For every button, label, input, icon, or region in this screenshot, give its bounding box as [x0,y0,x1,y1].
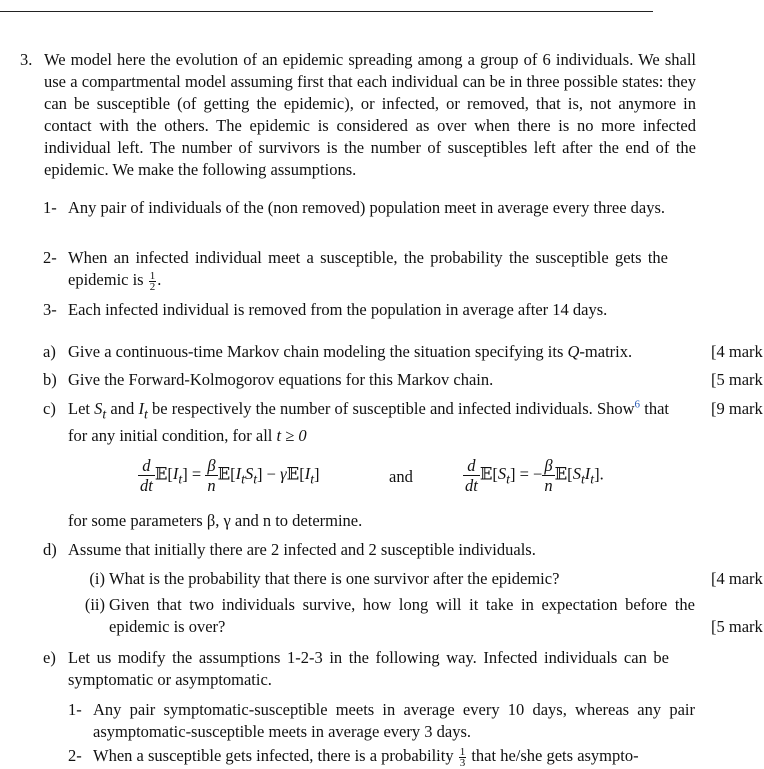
item-text: When a susceptible gets infected, there is a probability $\frac{1}{3}$ that he/she gets asympto- [93,745,639,769]
question-block [20,49,696,181]
part-text: Give the Forward-Kolmogorov equations for this Markov chain. [68,370,494,389]
part-label: c) [43,399,56,418]
part-text: for some parameters β, γ and n to determine. [68,511,363,530]
item-number: 1- [68,700,82,719]
mark-part-a: [4 mark [711,342,763,361]
part-c-parameters [43,510,669,532]
fraction-one-half: $\frac{1}{2}$ [149,269,156,293]
part-b [43,369,696,391]
equation-and: and [389,467,413,486]
item-text: Any pair symptomatic-susceptible meets in average every 10 days, whereas any pair asymptomatic-susceptible meets in average every 3 days. [93,700,695,741]
part-e-item-1 [68,699,695,743]
sub-number: (i) [89,569,105,588]
part-a [43,341,696,363]
assumption-number: 1- [43,198,57,217]
question-number: 3. [20,50,33,69]
mark-part-d-i: [4 mark [711,569,763,588]
part-text: Let $S_t$ and $I_t$ be respectively the number of susceptible and infected individuals. Show$^6$ that for any initial condition, for all t ≥ 0 [68,398,669,446]
assumption-number: 2- [43,248,57,267]
mark-part-d-ii: [5 mark [711,617,763,636]
assumption-text: Each infected individual is removed from the population in average after 14 days. [68,300,608,319]
part-label: b) [43,370,57,389]
assumption-2 [43,247,668,292]
part-label: e) [43,648,56,667]
part-label: d) [43,540,57,559]
top-rule [0,11,653,12]
question-intro: We model here the evolution of an epidemic spreading among a group of 6 individuals. We shall use a compartmental model assuming first that each individual can be in three possible states: they can be susceptible (of getting the epidemic), or infected, or removed, that is, not anymore in contact with the others. The epidemic is considered as over when there is no more infected individual left. The number of survivors is the number of susceptibles left after the end of the epidemic. We make the following assumptions. [44,50,696,179]
assumption-1 [43,197,668,219]
part-text: Let us modify the assumptions 1-2-3 in the following way. Infected individuals can be symptomatic or asymptomatic. [68,648,669,689]
fraction-one-third: $\frac{1}{3}$ [459,745,466,769]
assumption-text: Any pair of individuals of the (non removed) population meet in average every three days. [68,198,666,217]
part-text: Give a continuous-time Markov chain modeling the situation specifying its Q-matrix. [68,342,633,361]
part-d-ii [77,594,695,638]
mark-part-b: [5 mark [711,370,763,389]
part-e [43,647,669,691]
footnote-marker[interactable]: 6 [634,398,641,411]
sub-text: Given that two individuals survive, how long will it take in expectation before the epidemic is over? [109,595,695,636]
equation-dI: $\frac{d}{dt}$ $𝔼[I_t]$ = $\frac{\beta}{n}$ $𝔼[I_tS_t]$ − $\gamma 𝔼[I_t]$ [140,456,320,495]
assumption-3 [43,299,668,321]
sub-text: What is the probability that there is one survivor after the epidemic? [109,569,560,588]
part-d [43,539,696,561]
equation-dS: $\frac{d}{dt}$ $𝔼[S_t]$ = − $\frac{\beta}{n}$ $𝔼[S_tI_t]$. [465,456,604,495]
part-c [43,398,669,447]
sub-number: (ii) [84,595,105,614]
mark-part-c: [9 mark [711,399,763,418]
assumption-text: When an infected individual meet a susceptible, the probability the susceptible gets the epidemic is $\frac{1}{2}$ . [68,248,668,293]
part-d-i [77,568,667,590]
part-text: Assume that initially there are 2 infected and 2 susceptible individuals. [68,540,536,559]
part-e-item-2 [68,745,695,768]
part-label: a) [43,342,56,361]
assumption-number: 3- [43,300,57,319]
item-number: 2- [68,746,82,765]
